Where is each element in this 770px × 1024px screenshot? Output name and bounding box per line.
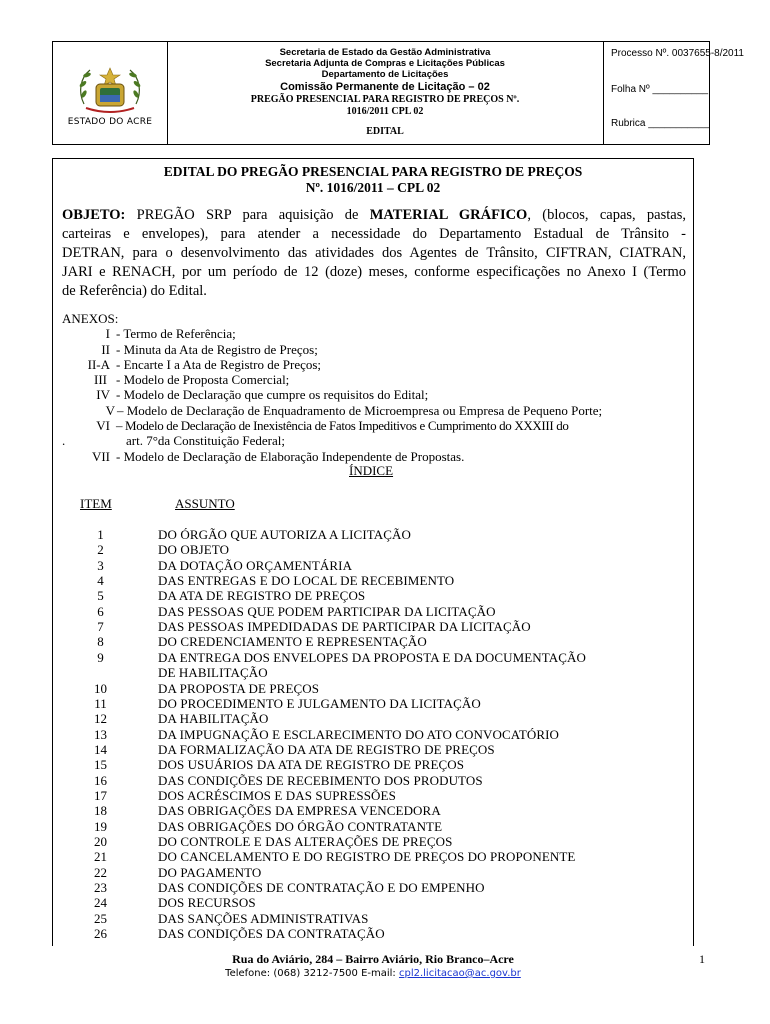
- row-item-number: 15: [94, 757, 107, 773]
- row-assunto: DA DOTAÇÃO ORÇAMENTÁRIA: [158, 557, 353, 573]
- anexo-text: art. 7°da Constituição Federal;: [126, 433, 285, 448]
- row-assunto: DAS OBRIGAÇÕES DA EMPRESA VENCEDORA: [158, 803, 441, 819]
- objeto-line: JARI e RENACH, por um período de 12 (doze) meses, conforme especificações no Anexo I (Termo: [62, 264, 686, 280]
- row-item-number: 11: [94, 695, 107, 711]
- document-subtitle: Nº. 1016/2011 – CPL 02: [305, 180, 441, 195]
- row-assunto: DAS CONDIÇÕES DA CONTRATAÇÃO: [158, 926, 385, 942]
- objeto-text: PREGÃO SRP para aquisição de: [125, 207, 370, 223]
- row-assunto: DA FORMALIZAÇÃO DA ATA DE REGISTRO DE PREÇOS: [158, 741, 495, 757]
- footer-email-link[interactable]: cpl2.licitacao@ac.gov.br: [398, 968, 521, 979]
- row-assunto: DO PAGAMENTO: [158, 864, 262, 880]
- header-line: Secretaria de Estado da Gestão Administrativa: [279, 47, 491, 58]
- row-item-number: 3: [97, 557, 104, 573]
- row-assunto: DA PROPOSTA DE PREÇOS: [158, 680, 320, 696]
- anexo-text: - Modelo de Declaração de Elaboração Independente de Propostas.: [116, 449, 465, 464]
- row-assunto: DAS PESSOAS IMPEDIDADAS DE PARTICIPAR DA LICITAÇÃO: [158, 619, 531, 635]
- row-assunto: DAS CONDIÇÕES DE CONTRATAÇÃO E DO EMPENHO: [158, 880, 485, 896]
- objeto-paragraph: [62, 206, 686, 301]
- footer-phone: Telefone: (068) 3212-7500 E-mail:: [225, 968, 399, 979]
- row-item-number: 16: [94, 772, 107, 788]
- row-assunto: DAS CONDIÇÕES DE RECEBIMENTO DOS PRODUTOS: [158, 772, 483, 788]
- objeto-label: OBJETO:: [62, 207, 126, 223]
- row-assunto: DA ATA DE REGISTRO DE PREÇOS: [158, 588, 366, 604]
- row-item-number: 9: [97, 649, 104, 665]
- row-item-number: 6: [97, 603, 104, 619]
- document-title: EDITAL DO PREGÃO PRESENCIAL PARA REGISTRO DE PREÇOS: [163, 164, 583, 179]
- page-number: 1: [699, 952, 705, 966]
- header-center-cell: [167, 42, 604, 144]
- indice-title: ÍNDICE: [349, 463, 394, 478]
- row-assunto: DAS PESSOAS QUE PODEM PARTICIPAR DA LICITAÇÃO: [158, 603, 496, 619]
- anexo-num: II-A: [87, 357, 110, 372]
- anexo-text: - Minuta da Ata de Registro de Preços;: [116, 342, 318, 357]
- row-assunto: DAS ENTREGAS E DO LOCAL DE RECEBIMENTO: [158, 573, 455, 589]
- row-item-number: 1: [97, 527, 104, 542]
- row-item-number: 22: [94, 864, 107, 880]
- row-item-number: 13: [94, 726, 107, 742]
- anexo-num: VI: [96, 418, 110, 433]
- row-assunto: DO CREDENCIAMENTO E REPRESENTAÇÃO: [158, 634, 427, 650]
- row-assunto: DAS SANÇÕES ADMINISTRATIVAS: [158, 910, 369, 926]
- objeto-line: DETRAN, para o desenvolvimento das atividades dos Agentes de Trânsito, CIFTRAN, CIATRAN,: [62, 245, 686, 261]
- row-assunto: DA HABILITAÇÃO: [158, 711, 269, 727]
- row-assunto: DO CONTROLE E DAS ALTERAÇÕES DE PREÇOS: [158, 834, 453, 849]
- footer-contact: [52, 968, 694, 979]
- objeto-line: de Referência) do Edital.: [62, 283, 207, 299]
- row-assunto: DOS RECURSOS: [158, 895, 256, 911]
- anexo-num: I: [105, 326, 110, 341]
- row-item-number: 26: [94, 926, 107, 942]
- row-item-number: 18: [94, 803, 107, 819]
- header-line: Secretaria Adjunta de Compras e Licitações Públicas: [265, 58, 505, 69]
- row-item-number: 25: [94, 910, 107, 926]
- document-header: [52, 41, 744, 145]
- anexo-text: – Modelo de Declaração de Enquadramento de Microempresa ou Empresa de Pequeno Porte;: [117, 403, 603, 418]
- anexo-text: – Modelo de Declaração de Inexistência de Fatos Impeditivos e Cumprimento do XXXIII do: [116, 418, 569, 433]
- row-item-number: 7: [97, 619, 104, 635]
- objeto-text: , (blocos, capas, pastas,: [527, 207, 686, 223]
- objeto-material: MATERIAL GRÁFICO: [369, 207, 528, 223]
- row-assunto: DOS USUÁRIOS DA ATA DE REGISTRO DE PREÇOS: [158, 757, 465, 773]
- header-right-cell: [603, 42, 744, 144]
- row-assunto: DE HABILITAÇÃO: [158, 665, 268, 681]
- row-item-number: 12: [94, 711, 107, 727]
- row-item-number: 14: [94, 741, 107, 757]
- header-line: Departamento de Licitações: [321, 69, 449, 80]
- row-item-number: 4: [97, 573, 104, 589]
- anexo-num: III: [94, 372, 107, 387]
- anexo-num: IV: [96, 387, 110, 402]
- rubrica-field: Rubrica ___________: [611, 118, 710, 129]
- row-assunto: DO CANCELAMENTO E DO REGISTRO DE PREÇOS DO PROPONENTE: [158, 849, 576, 865]
- column-header-item: ITEM: [80, 496, 112, 511]
- row-assunto: DO OBJETO: [158, 542, 230, 558]
- row-item-number: 8: [97, 634, 104, 650]
- row-item-number: 17: [94, 787, 107, 803]
- header-logo-cell: [53, 42, 168, 144]
- row-item-number: 5: [97, 588, 104, 604]
- row-assunto: DO ÓRGÃO QUE AUTORIZA A LICITAÇÃO: [158, 527, 411, 542]
- header-edital: EDITAL: [366, 126, 404, 137]
- row-item-number: 2: [97, 542, 104, 558]
- row-item-number: 20: [94, 834, 107, 849]
- row-item-number: 19: [94, 818, 107, 834]
- anexo-text: - Termo de Referência;: [116, 326, 236, 341]
- header-pregao-line1: PREGÃO PRESENCIAL PARA REGISTRO DE PREÇOS Nº.: [250, 94, 520, 105]
- row-assunto: DOS ACRÉSCIMOS E DAS SUPRESSÕES: [158, 787, 396, 803]
- row-assunto: DA IMPUGNAÇÃO E ESCLARECIMENTO DO ATO CONVOCATÓRIO: [158, 726, 560, 742]
- row-item-number: 10: [94, 680, 107, 696]
- anexos-label: ANEXOS:: [62, 311, 119, 326]
- objeto-line: [62, 206, 686, 225]
- objeto-line: carteiras e envelopes), para atender a necessidade do Departamento Estadual de Trânsito -: [62, 226, 686, 242]
- anexo-text: - Modelo de Declaração que cumpre os requisitos do Edital;: [116, 387, 429, 402]
- row-assunto: DO PROCEDIMENTO E JULGAMENTO DA LICITAÇÃO: [158, 695, 481, 711]
- footer-address: Rua do Aviário, 284 – Bairro Aviário, Rio Branco–Acre: [232, 952, 514, 966]
- row-item-number: 24: [94, 895, 107, 911]
- column-header-assunto: ASSUNTO: [175, 496, 235, 511]
- anexo-num: II: [101, 342, 110, 357]
- anexo-num: V: [105, 403, 115, 418]
- row-assunto: DA ENTREGA DOS ENVELOPES DA PROPOSTA E DA DOCUMENTAÇÃO: [158, 649, 587, 665]
- anexo-num: .: [62, 433, 66, 448]
- row-item-number: 21: [94, 849, 107, 865]
- processo-number: Processo Nº. 0037655-8/2011: [611, 48, 744, 59]
- anexo-num: VII: [91, 449, 110, 464]
- acre-coat-of-arms-icon: [76, 64, 144, 114]
- folha-field: Folha Nº __________: [611, 84, 709, 95]
- estado-label: ESTADO DO ACRE: [67, 117, 153, 127]
- anexo-text: - Encarte I a Ata de Registro de Preços;: [116, 357, 322, 372]
- row-item-number: 23: [94, 880, 107, 896]
- header-comissao: Comissão Permanente de Licitação – 02: [280, 81, 490, 93]
- row-assunto: DAS OBRIGAÇÕES DO ÓRGÃO CONTRATANTE: [158, 818, 443, 834]
- anexo-text: - Modelo de Proposta Comercial;: [116, 372, 290, 387]
- header-pregao-line2: 1016/2011 CPL 02: [346, 106, 424, 117]
